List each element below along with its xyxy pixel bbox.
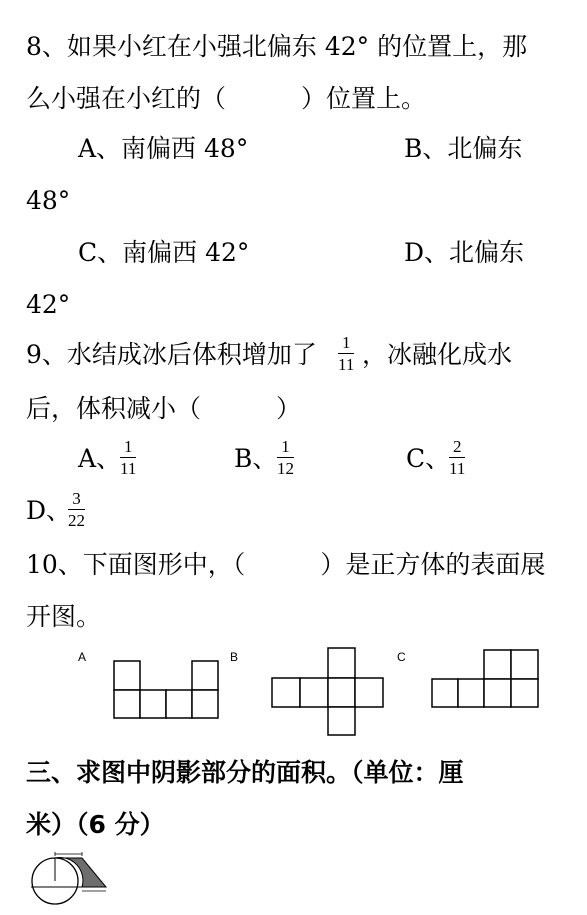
- fraction-numerator: 3: [72, 489, 81, 508]
- figure-b-label: B: [230, 650, 239, 664]
- cube-net-figure-b[interactable]: [268, 644, 388, 739]
- q10-line1: 10、下面图形中，（ ）是正方体的表面展: [26, 550, 546, 579]
- section-3-heading-line1: 三、求图中阴影部分的面积。（单位：厘: [26, 758, 464, 787]
- fraction-denominator: 22: [68, 511, 85, 530]
- q8-option-a[interactable]: A、南偏西 48°: [78, 134, 249, 163]
- q8-line1: 8、如果小红在小强北偏东 42° 的位置上，那: [26, 32, 528, 61]
- cube-net-figure-c[interactable]: [428, 646, 548, 716]
- fraction-denominator: 11: [120, 459, 137, 478]
- q10-line2: 开图。: [26, 602, 102, 631]
- fraction-numerator: 1: [281, 437, 290, 456]
- q8-option-b-continued: 48°: [26, 186, 71, 215]
- q9-line1-start: 9、水结成冰后体积增加了: [26, 340, 317, 369]
- q9-option-b-label[interactable]: B、: [234, 444, 278, 473]
- fraction-numerator: 2: [452, 437, 462, 456]
- q9-line1-end: ，冰融化成水: [362, 340, 513, 369]
- fraction-numerator: 1: [341, 333, 351, 352]
- fraction-denominator: 11: [338, 355, 355, 374]
- fraction-denominator: 12: [277, 459, 294, 478]
- q9-option-a-fraction: [120, 438, 136, 477]
- q9-option-d-fraction: [68, 490, 85, 529]
- q8-line2: 么小强在小红的（ ）位置上。: [26, 84, 427, 113]
- fraction-denominator: 11: [449, 459, 466, 478]
- q9-option-c-fraction: [449, 438, 465, 477]
- cube-net-figure-a[interactable]: [110, 658, 230, 728]
- figure-c-label: C: [397, 650, 406, 664]
- q8-option-d[interactable]: D、北偏东: [404, 238, 525, 267]
- q8-option-c[interactable]: C、南偏西 42°: [78, 238, 250, 267]
- figure-a-label: A: [78, 650, 87, 664]
- q9-fraction-main: [338, 334, 354, 373]
- q9-option-c-label[interactable]: C、: [406, 444, 451, 473]
- q8-option-d-continued: 42°: [26, 290, 71, 319]
- fraction-numerator: 1: [123, 437, 133, 456]
- q9-option-b-fraction: [277, 438, 294, 477]
- shaded-area-figure[interactable]: [28, 852, 118, 912]
- section-3-heading-line2: 米）（6 分）: [26, 810, 165, 839]
- q9-option-a-label[interactable]: A、: [78, 444, 122, 473]
- q9-option-d-label[interactable]: D、: [26, 496, 72, 525]
- q9-line2: 后，体积减小（ ）: [26, 394, 302, 423]
- q8-option-b[interactable]: B、北偏东: [404, 134, 523, 163]
